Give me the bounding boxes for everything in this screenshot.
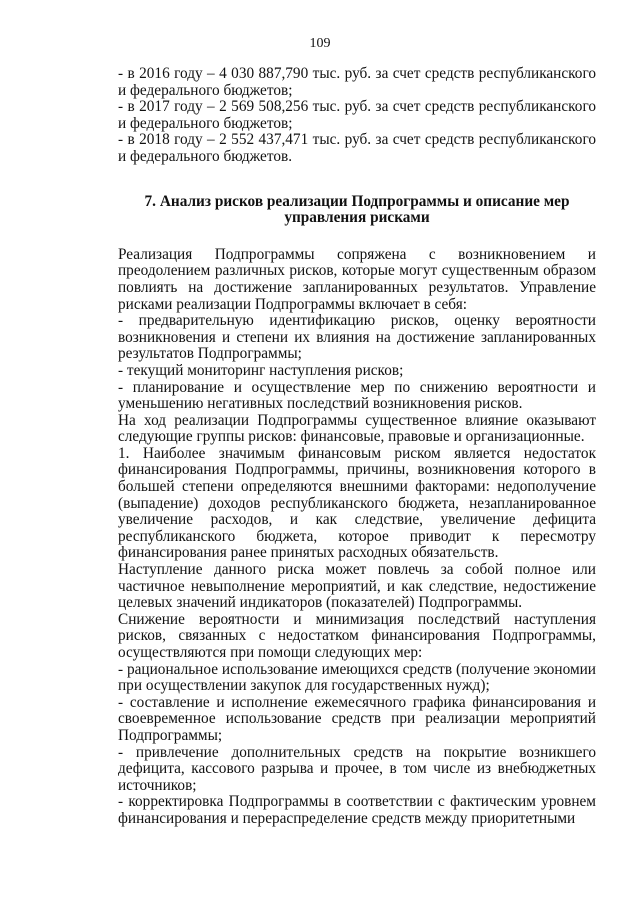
paragraph-intro: Реализация Подпрограммы сопряжена с возникновением и преодолением различных рисков, которые могут существенным образом повлиять на достижение запланированных результатов. Управление рисками реализации Подпрограммы включает в себя: [118, 245, 596, 313]
list-item-planning: - планирование и осуществление мер по снижению вероятности и уменьшению негативных последствий возникновения рисков. [118, 378, 596, 413]
paragraph-risk-consequences: Наступление данного риска может повлечь за собой полное или частичное невыполнение мероприятий, и как следствие, недостижение целевых значений индикаторов (показателей) Подпрограммы. [118, 561, 596, 612]
document-body [118, 66, 596, 828]
list-item-additional-funds: - привлечение дополнительных средств на покрытие возникшего дефицита, кассового разрыва и прочее, в том числе из внебюджетных источников; [118, 743, 596, 794]
budget-line-2018: - в 2018 году – 2 552 437,471 тыс. руб. за счет средств республиканского и федерального бюджетов. [118, 131, 596, 165]
budget-line-2017: - в 2017 году – 2 569 508,256 тыс. руб. за счет средств республиканского и федерального бюджетов; [118, 98, 596, 132]
list-item-adjustment: - корректировка Подпрограммы в соответствии с фактическим уровнем финансирования и перераспределение средств между приоритетными [118, 793, 596, 827]
paragraph-risk-groups: На ход реализации Подпрограммы существенное влияние оказывают следующие группы рисков: финансовые, правовые и организационные. [118, 411, 596, 446]
paragraph-financial-risk: 1. Наиболее значимым финансовым риском является недостаток финансирования Подпрограммы, причины, возникновения которого в большей степени определяются внешними факторами: недополучение (выпадение) доходов республиканского бюджета, незапланированное увеличение расходов, и как следствие, увеличение дефицита республиканского бюджета, которое приводит к пересмотру финансирования ранее принятых расходных обязательств. [118, 444, 596, 562]
list-item-identification: - предварительную идентификацию рисков, оценку вероятности возникновения и степени их влияния на достижение запланированных результатов Подпрограммы; [118, 312, 596, 363]
paragraph-mitigation: Снижение вероятности и минимизация последствий наступления рисков, связанных с недостатком финансирования Подпрограммы, осуществляются при помощи следующих мер: [118, 610, 596, 661]
list-item-schedule: - составление и исполнение ежемесячного графика финансирования и своевременное использование средств при реализации мероприятий Подпрограммы; [118, 693, 596, 744]
list-item-monitoring: - текущий мониторинг наступления рисков; [118, 361, 404, 379]
page-number: 109 [309, 36, 331, 51]
list-item-rational-use: - рациональное использование имеющихся средств (получение экономии при осуществлении закупок для государственных нужд); [118, 660, 596, 695]
section-heading: 7. Анализ рисков реализации Подпрограммы и описание мер управления рисками [144, 192, 570, 227]
budget-line-2016: - в 2016 году – 4 030 887,790 тыс. руб. за счет средств республиканского и федерального бюджетов; [118, 65, 596, 99]
